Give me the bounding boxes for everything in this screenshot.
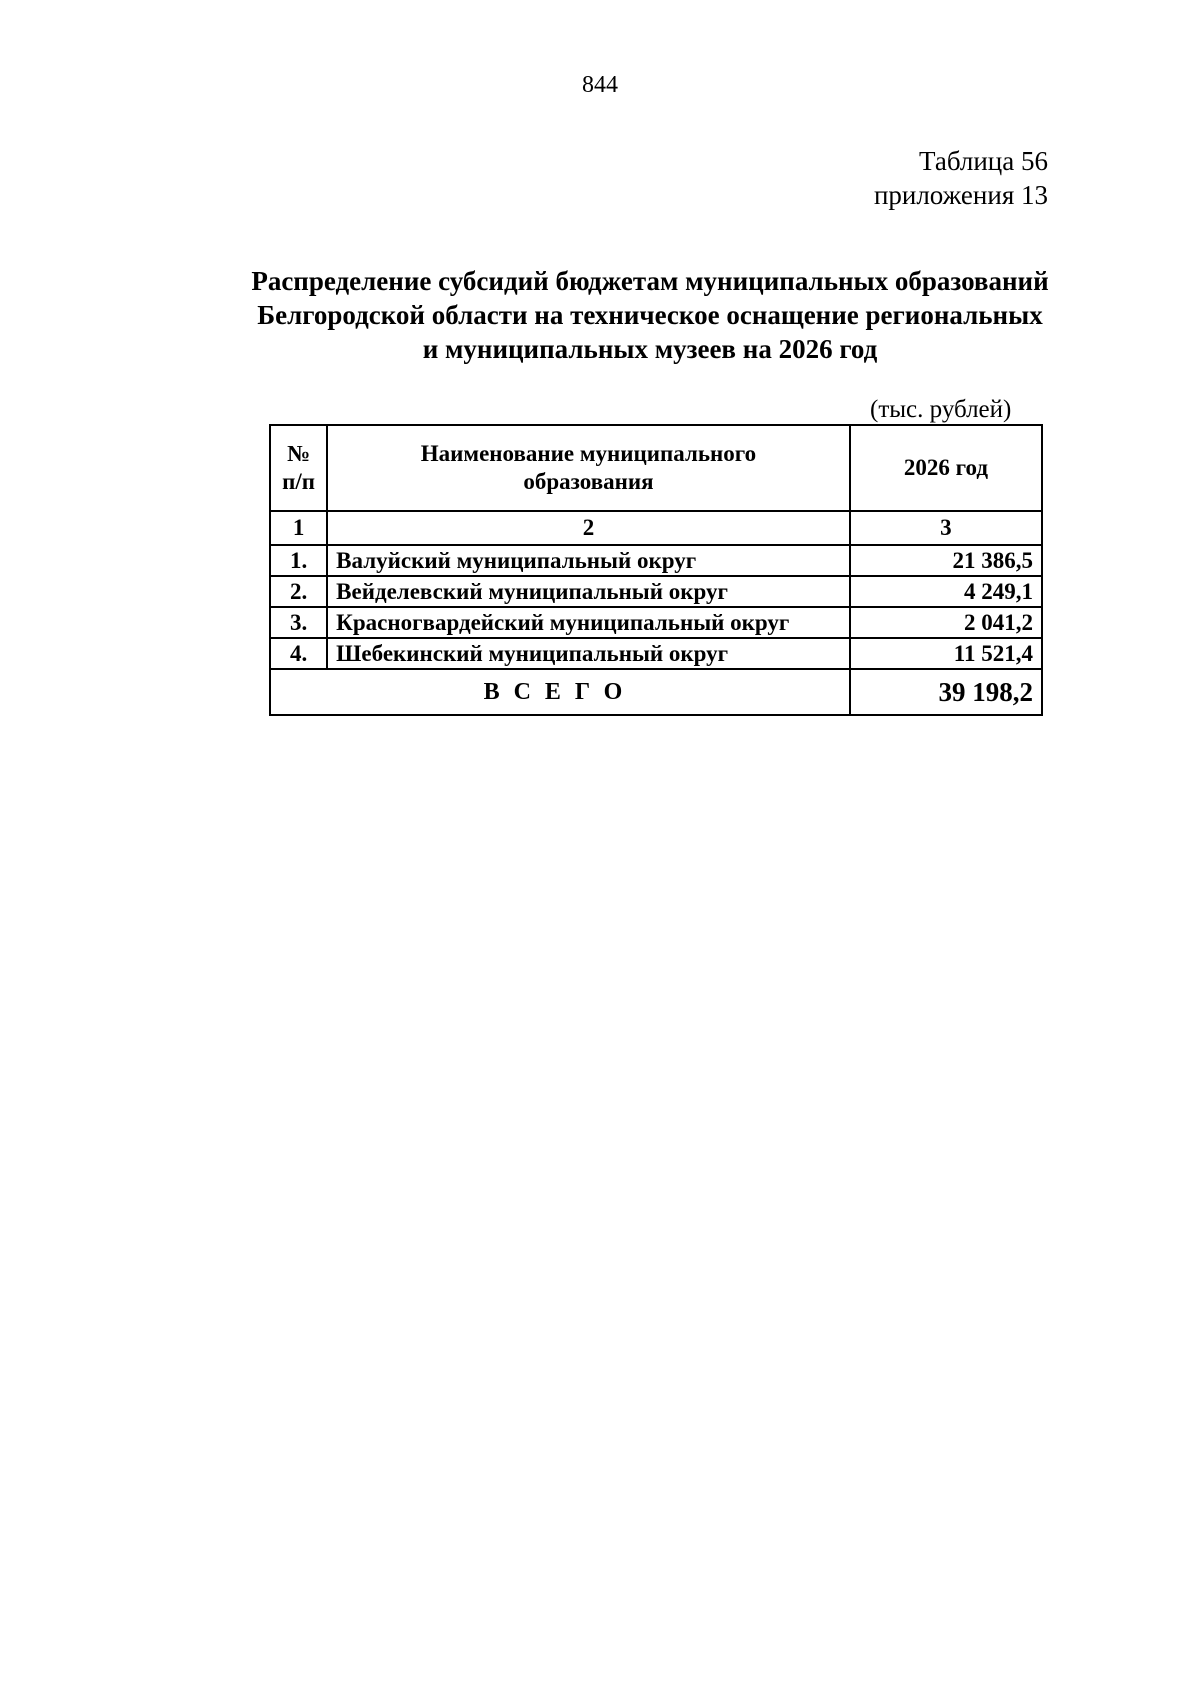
table-reference <box>874 144 1048 212</box>
header-year: 2026 год <box>850 425 1042 511</box>
page-number: 844 <box>582 72 618 98</box>
row-name: Вейделевский муниципальный округ <box>327 576 850 607</box>
table-row <box>270 545 1042 576</box>
row-num: 3. <box>270 607 327 638</box>
total-label: ВСЕГО <box>270 669 850 715</box>
title-line2: Белгородской области на техническое оснащение региональных <box>257 300 1043 330</box>
table-reference-line2: приложения 13 <box>873 180 1048 210</box>
table-row <box>270 638 1042 669</box>
row-num: 4. <box>270 638 327 669</box>
table-header-row <box>270 425 1042 511</box>
row-name: Шебекинский муниципальный округ <box>327 638 850 669</box>
header-num <box>270 425 327 511</box>
title-line1: Распределение субсидий бюджетам муниципальных образований <box>251 266 1049 296</box>
row-name: Красногвардейский муниципальный округ <box>327 607 850 638</box>
total-row <box>270 669 1042 715</box>
document-title <box>160 264 1140 366</box>
header-name-line2: образования <box>523 469 654 494</box>
row-num: 1. <box>270 545 327 576</box>
unit-label: (тыс. рублей) <box>870 396 1011 426</box>
header-num-line2: п/п <box>282 469 316 494</box>
subsidy-table <box>269 424 1043 716</box>
column-index-2: 2 <box>327 511 850 545</box>
header-name <box>327 425 850 511</box>
table-row <box>270 576 1042 607</box>
column-index-3: 3 <box>850 511 1042 545</box>
row-num: 2. <box>270 576 327 607</box>
table-reference-line1: Таблица 56 <box>919 146 1048 176</box>
table-row <box>270 607 1042 638</box>
total-value: 39 198,2 <box>850 669 1042 715</box>
row-value: 11 521,4 <box>850 638 1042 669</box>
row-value: 4 249,1 <box>850 576 1042 607</box>
row-name: Валуйский муниципальный округ <box>327 545 850 576</box>
column-index-1: 1 <box>270 511 327 545</box>
row-value: 21 386,5 <box>850 545 1042 576</box>
title-line3: и муниципальных музеев на 2026 год <box>422 334 878 364</box>
header-num-line1: № <box>287 441 311 466</box>
row-value: 2 041,2 <box>850 607 1042 638</box>
header-name-line1: Наименование муниципального <box>420 441 757 466</box>
column-index-row <box>270 511 1042 545</box>
